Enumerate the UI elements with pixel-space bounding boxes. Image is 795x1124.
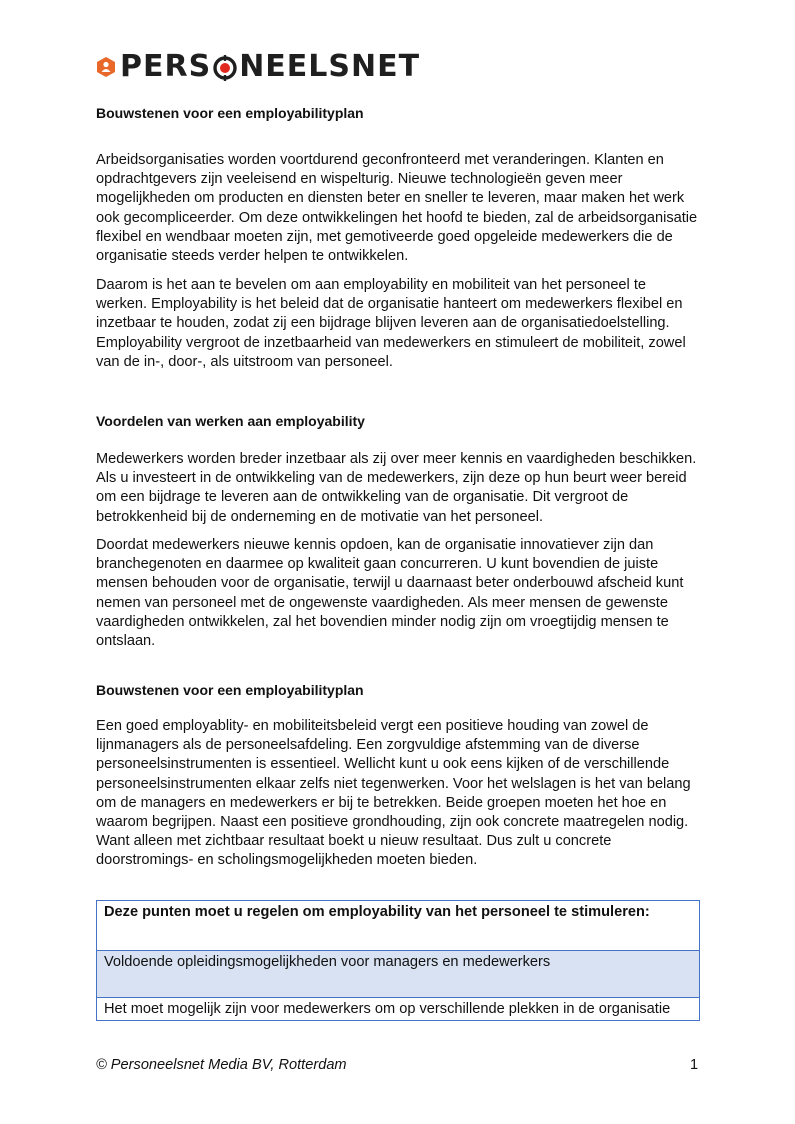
table-row	[97, 998, 700, 1021]
paragraph: Een goed employablity- en mobiliteitsbeleid vergt een positieve houding van zowel de lijnmanagers als de personeelsafdeling. Een zorgvuldige afstemming van de diverse personeelsinstrumenten is essentieel. Wellicht kunt u ook eens kijken of de verschillende personeelsinstrumenten elkaar zelfs niet tegenwerken. Voor het welslagen is het van belang om de managers en medewerkers er bij te betrekken. Beide groepen moeten het hoe en waarom begrijpen. Naast een positieve grondhouding, zijn ook concrete maatregelen nodig. Want alleen met zichtbaar resultaat boekt u nieuw resultaat. Dus zult u concrete doorstromings- en scholingsmogelijkheden moeten bieden.	[96, 718, 691, 869]
employability-points-table	[96, 900, 700, 1021]
paragraph: Medewerkers worden breder inzetbaar als zij over meer kennis en vaardigheden beschikken. Als u investeert in de ontwikkeling van de medewerkers, zijn deze op hun beurt weer bereid om een bijdrage te leveren aan de ontwikkeling van de organisatie. Dit vergroot de betrokkenheid bij de onderneming en de motivatie van het personeel.	[96, 451, 697, 525]
section-heading: Bouwstenen voor een employabilityplan	[96, 105, 364, 121]
paragraph: Daarom is het aan te bevelen om aan employability en mobiliteit van het personeel te werken. Employability is het beleid dat de organisatie hanteert om medewerkers flexibel en inzetbaar te houden, zodat zij een bijdrage blijven leveren aan de organisatiedoelstelling. Employability vergroot de inzetbaarheid van medewerkers en stimuleert de mobiliteit, zowel van de in-, door-, als uitstroom van personeel.	[96, 277, 686, 370]
paragraph: Arbeidsorganisaties worden voortdurend geconfronteerd met veranderingen. Klanten en opdrachtgevers zijn veeleisend en wispelturig. Nieuwe technologieën geven meer mogelijkheden om producten en diensten beter en sneller te leveren, maar maken het werk ook gecompliceerder. Om deze ontwikkelingen het hoofd te bieden, zal de arbeidsorganisatie flexibel en wendbaar moeten zijn, met gemotiveerde goed opgeleide medewerkers die de organisatie steeds verder helpen te ontwikkelen.	[96, 152, 698, 265]
section-heading: Voordelen van werken aan employability	[96, 413, 365, 429]
footer-copyright: © Personeelsnet Media BV, Rotterdam	[96, 1057, 347, 1073]
logo-badge-icon	[95, 56, 117, 78]
page-number: 1	[690, 1057, 699, 1073]
table-row	[97, 951, 700, 998]
table-header-cell: Deze punten moet u regelen om employability van het personeel te stimuleren:	[97, 901, 700, 951]
table-header-row	[97, 901, 700, 951]
personeelsnet-logo	[95, 50, 420, 84]
section-heading: Bouwstenen voor een employabilityplan	[96, 682, 364, 698]
table-cell: Voldoende opleidingsmogelijkheden voor managers en medewerkers	[97, 951, 700, 998]
paragraph: Doordat medewerkers nieuwe kennis opdoen, kan de organisatie innovatiever zijn dan branchegenoten en daarmee op kwaliteit gaan concurreren. U kunt bovendien de juiste mensen behouden voor de organisatie, terwijl u daarnaast beter onderbouwd afscheid kunt nemen van personeel met de ongewenste vaardigheden. Als meer mensen de gewenste vaardigheden ontwikkelen, zal het bovendien minder nodig zijn om vroegtijdig mensen te ontslaan.	[96, 537, 684, 650]
logo-text: PERS NEELSNET	[120, 49, 421, 84]
table-cell: Het moet mogelijk zijn voor medewerkers om op verschillende plekken in de organisatie	[97, 998, 700, 1021]
logo-target-icon	[212, 55, 238, 81]
